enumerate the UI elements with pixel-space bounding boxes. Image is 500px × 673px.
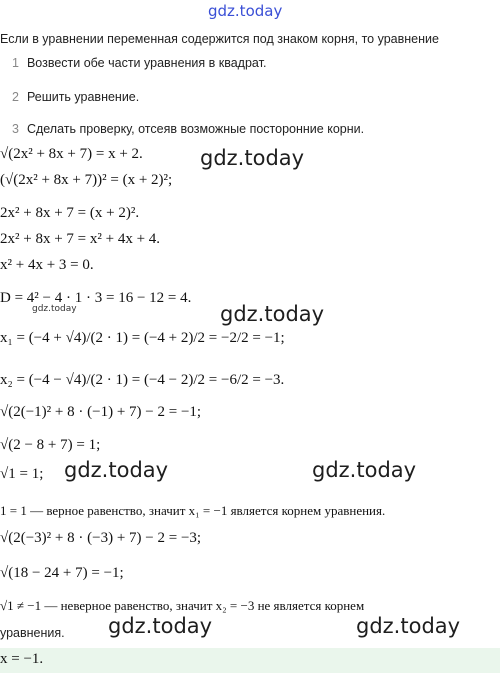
quadratic-equation: x² + 4x + 3 = 0. — [0, 257, 94, 273]
check-x2-line-1: √(2(−3)² + 8 · (−3) + 7) − 2 = −3; — [0, 530, 202, 546]
step-text: Решить уравнение. — [26, 90, 140, 104]
step-text: Сделать проверку, отсеяв возможные посторонние корни. — [26, 122, 365, 136]
step-number: 2 — [12, 90, 19, 104]
answer-box — [0, 648, 500, 673]
step-text: Возвести обе части уравнения в квадрат. — [26, 56, 267, 70]
equation-step-4: 2x² + 8x + 7 = x² + 4x + 4. — [0, 231, 161, 247]
discriminant: D = 4² − 4 · 1 · 3 = 16 − 12 = 4. — [0, 290, 192, 306]
equation-original: √(2x² + 8x + 7) = x + 2. — [0, 146, 143, 162]
root-x1: x₁ = (−4 + √4)/(2 · 1) = (−4 + 2)/2 = −2/2 = −1; — [0, 330, 285, 346]
watermark: gdz.today — [64, 458, 169, 482]
step-2 — [12, 90, 139, 104]
watermark: gdz.today — [220, 302, 325, 326]
step-1 — [12, 56, 266, 70]
equation-step-3: 2x² + 8x + 7 = (x + 2)². — [0, 205, 140, 221]
answer: x = −1. — [0, 651, 44, 667]
root-x2: x₂ = (−4 − √4)/(2 · 1) = (−4 − 2)/2 = −6/2 = −3. — [0, 372, 285, 388]
step-3 — [12, 122, 364, 136]
watermark: gdz.today — [200, 146, 305, 170]
watermark-top: gdz.today — [208, 2, 283, 20]
watermark: gdz.today — [356, 614, 461, 638]
equation-squared: (√(2x² + 8x + 7))² = (x + 2)²; — [0, 172, 173, 188]
step-number: 3 — [12, 122, 19, 136]
conclusion-x2-continued: уравнения. — [0, 626, 65, 640]
conclusion-x2: √1 ≠ −1 — неверное равенство, значит x₂ = −3 не является корнем — [0, 598, 365, 613]
check-x1-line-1: √(2(−1)² + 8 · (−1) + 7) − 2 = −1; — [0, 404, 202, 420]
check-x1-line-2: √(2 − 8 + 7) = 1; — [0, 437, 101, 453]
watermark: gdz.today — [312, 458, 417, 482]
watermark-small: gdz.today — [32, 304, 77, 314]
check-x1-line-3: √1 = 1; — [0, 466, 44, 482]
check-x2-line-2: √(18 − 24 + 7) = −1; — [0, 565, 124, 581]
intro-text: Если в уравнении переменная содержится под знаком корня, то уравнение — [0, 32, 439, 46]
watermark: gdz.today — [108, 614, 213, 638]
step-number: 1 — [12, 56, 19, 70]
conclusion-x1: 1 = 1 — верное равенство, значит x₁ = −1 является корнем уравнения. — [0, 503, 386, 518]
